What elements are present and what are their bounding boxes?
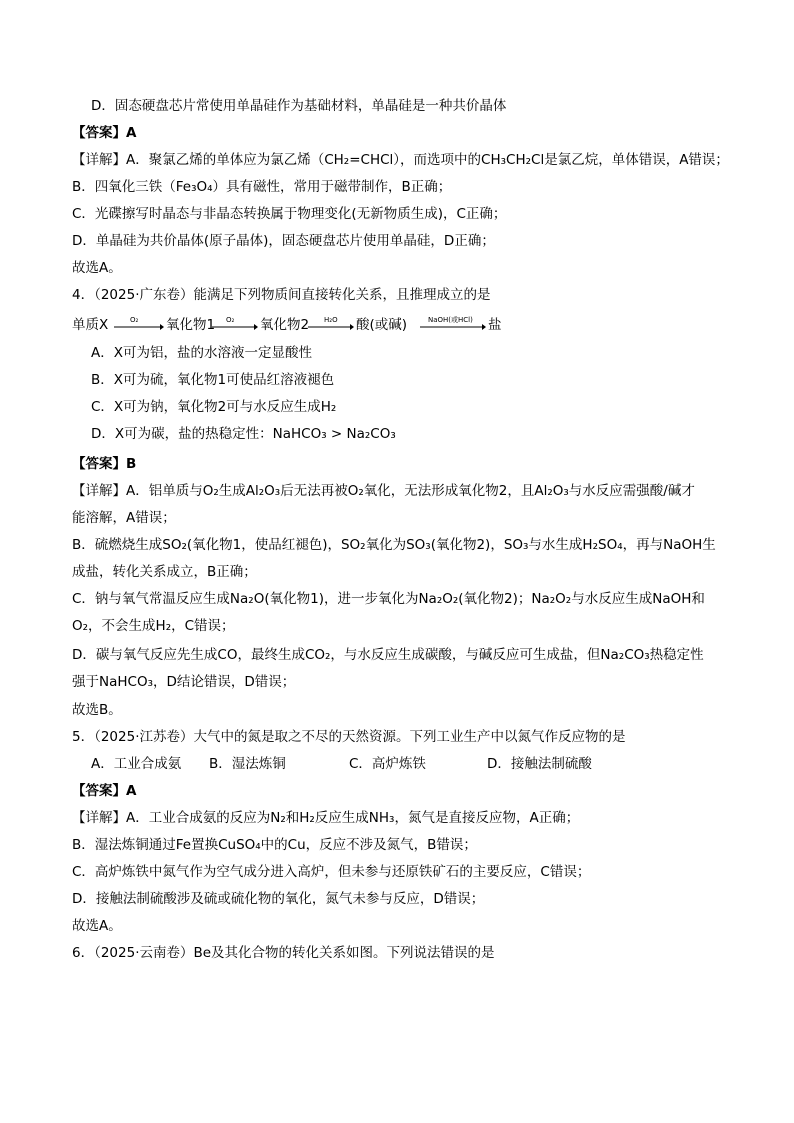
explanation-line: 强于NaHCO₃，D结论错误，D错误； xyxy=(72,674,296,690)
explanation-line: 【详解】A．铝单质与O₂生成Al₂O₃后无法再被O₂氧化，无法形成氧化物2，且Al₂O₃与水反应需强酸/碱才 xyxy=(72,483,695,499)
explanation-line: C．钠与氧气常温反应生成Na₂O(氧化物1)，进一步氧化为Na₂O₂(氧化物2)；Na₂O₂与水反应生成NaOH和 xyxy=(72,591,705,607)
explanation-line: B．硫燃烧生成SO₂(氧化物1，使品红褪色)，SO₂氧化为SO₃(氧化物2)，SO₃与水生成H₂SO₄，再与NaOH生 xyxy=(72,537,716,553)
q5-options xyxy=(91,755,711,773)
q5-option-b: B．湿法炼铜 xyxy=(209,756,286,772)
explanation-line: 能溶解，A错误； xyxy=(72,510,176,526)
arrow-label: NaOH(或HCl) xyxy=(428,316,473,324)
arrow-label: O₂ xyxy=(226,316,235,324)
q4-option-c: C．X可为钠，氧化物2可与水反应生成H₂ xyxy=(91,399,337,415)
question-6-stem: 6．（2025·云南卷）Be及其化合物的转化关系如图。下列说法错误的是 xyxy=(72,945,495,961)
explanation-line: D．碳与氧气反应先生成CO，最终生成CO₂，与水反应生成碳酸，与碱反应可生成盐，但Na₂CO₃热稳定性 xyxy=(72,647,704,663)
answer-label: 【答案】A xyxy=(72,125,137,141)
explanation-line: B．湿法炼铜通过Fe置换CuSO₄中的Cu，反应不涉及氮气，B错误； xyxy=(72,837,477,853)
explanation-line: O₂，不会生成H₂，C错误； xyxy=(72,618,235,634)
question-4-stem: 4．（2025·广东卷）能满足下列物质间直接转化关系，且推理成立的是 xyxy=(72,287,491,303)
explanation-line: D．接触法制硫酸涉及硫或硫化物的氧化，氮气未参与反应，D错误； xyxy=(72,891,485,907)
explanation-line: 【详解】A．聚氯乙烯的单体应为氯乙烯（CH₂=CHCl），而选项中的CH₃CH₂Cl是氯乙烷，单体错误，A错误； xyxy=(72,152,729,168)
q3-option-d: D．固态硬盘芯片常使用单晶硅作为基础材料，单晶硅是一种共价晶体 xyxy=(91,98,507,114)
chain-start: 单质X xyxy=(72,317,109,333)
reaction-arrow xyxy=(420,316,486,336)
explanation-line: C．高炉炼铁中氮气作为空气成分进入高炉，但未参与还原铁矿石的主要反应，C错误； xyxy=(72,864,591,880)
explanation-line: D．单晶硅为共价晶体(原子晶体)，固态硬盘芯片使用单晶硅，D正确； xyxy=(72,233,495,249)
q5-option-c: C．高炉炼铁 xyxy=(349,756,426,772)
explanation-line: 成盐，转化关系成立，B正确； xyxy=(72,564,257,580)
answer-label: 【答案】B xyxy=(72,456,137,472)
conclusion-line: 故选A。 xyxy=(72,260,122,276)
reaction-arrow xyxy=(114,316,164,336)
q4-option-d: D．X可为碳，盐的热稳定性：NaHCO₃ > Na₂CO₃ xyxy=(91,426,396,442)
chain-acid-base: 酸(或碱) xyxy=(356,317,408,333)
chain-oxide2: 氧化物2 xyxy=(260,317,310,333)
answer-label: 【答案】A xyxy=(72,783,137,799)
explanation-line: C．光碟擦写时晶态与非晶态转换属于物理变化(无新物质生成)，C正确； xyxy=(72,206,507,222)
reaction-arrow xyxy=(308,316,354,336)
conclusion-line: 故选A。 xyxy=(72,918,122,934)
chain-salt: 盐 xyxy=(488,317,502,333)
q4-option-a: A．X可为铝，盐的水溶液一定显酸性 xyxy=(91,345,312,361)
explanation-line: B．四氧化三铁（Fe₃O₄）具有磁性，常用于磁带制作，B正确； xyxy=(72,179,452,195)
explanation-line: 【详解】A．工业合成氨的反应为N₂和H₂反应生成NH₃，氮气是直接反应物，A正确； xyxy=(72,810,580,826)
conclusion-line: 故选B。 xyxy=(72,702,122,718)
question-5-stem: 5．（2025·江苏卷）大气中的氮是取之不尽的天然资源。下列工业生产中以氮气作反应物的是 xyxy=(72,729,626,745)
arrow-label: H₂O xyxy=(324,316,338,324)
q5-option-a: A．工业合成氨 xyxy=(91,756,182,772)
reaction-arrow xyxy=(212,316,258,336)
q5-option-d: D．接触法制硫酸 xyxy=(487,756,592,772)
q4-option-b: B．X可为硫，氧化物1可使品红溶液褪色 xyxy=(91,372,335,388)
chain-oxide1: 氧化物1 xyxy=(166,317,216,333)
arrow-label: O₂ xyxy=(130,316,139,324)
